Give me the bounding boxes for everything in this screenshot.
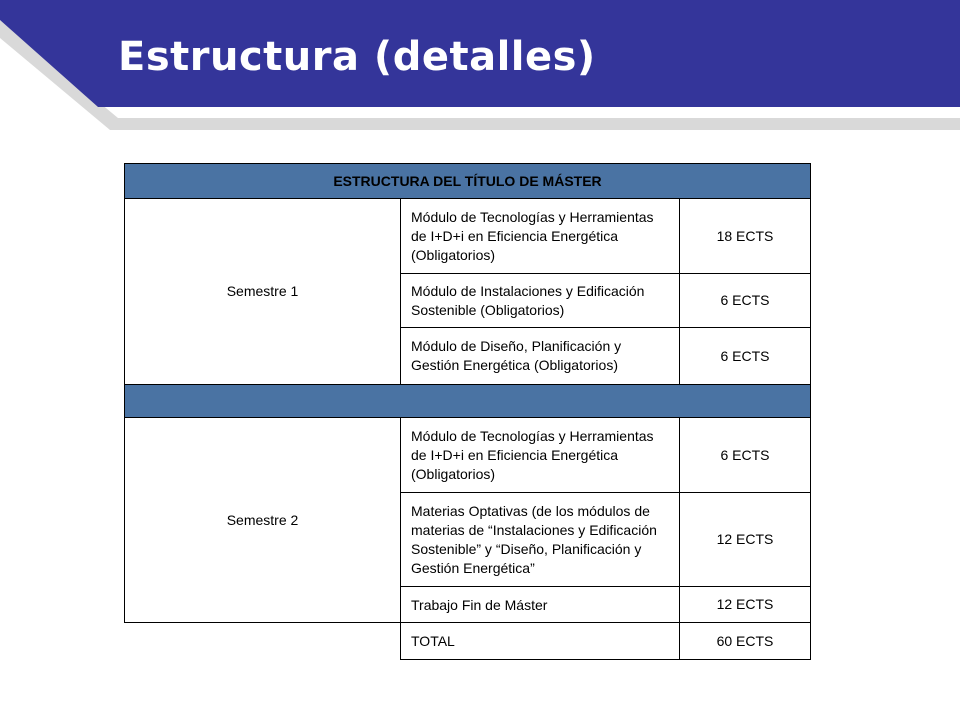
ects-cell: 6 ECTS (680, 328, 811, 385)
table-header-row (125, 164, 811, 199)
separator-cell (125, 385, 811, 418)
ects-cell: 6 ECTS (680, 274, 811, 328)
semester-2-cell: Semestre 2 (125, 418, 401, 623)
module-cell: Módulo de Tecnologías y Herramientas de I+D+i en Eficiencia Energética (Obligatorios) (401, 199, 680, 274)
semester-1-cell: Semestre 1 (125, 199, 401, 385)
ects-cell: 6 ECTS (680, 418, 811, 493)
separator-row (125, 385, 811, 418)
table-row (125, 199, 811, 274)
module-cell: Trabajo Fin de Máster (401, 587, 680, 623)
ects-cell: 12 ECTS (680, 587, 811, 623)
slide-title: Estructura (detalles) (118, 34, 596, 80)
module-cell: Módulo de Diseño, Planificación y Gestión Energética (Obligatorios) (401, 328, 680, 385)
total-empty-cell (125, 623, 401, 660)
module-cell: Módulo de Tecnologías y Herramientas de I+D+i en Eficiencia Energética (Obligatorios) (401, 418, 680, 493)
total-label: TOTAL (401, 623, 680, 660)
total-ects: 60 ECTS (680, 623, 811, 660)
table-row (125, 418, 811, 493)
table-header-cell: ESTRUCTURA DEL TÍTULO DE MÁSTER (125, 164, 811, 199)
ects-cell: 18 ECTS (680, 199, 811, 274)
master-structure-table (124, 163, 811, 660)
module-cell: Materias Optativas (de los módulos de materias de “Instalaciones y Edificación Sostenible” y “Diseño, Planificación y Gestión Energética” (401, 493, 680, 587)
ects-cell: 12 ECTS (680, 493, 811, 587)
module-cell: Módulo de Instalaciones y Edificación Sostenible (Obligatorios) (401, 274, 680, 328)
total-row (125, 623, 811, 660)
